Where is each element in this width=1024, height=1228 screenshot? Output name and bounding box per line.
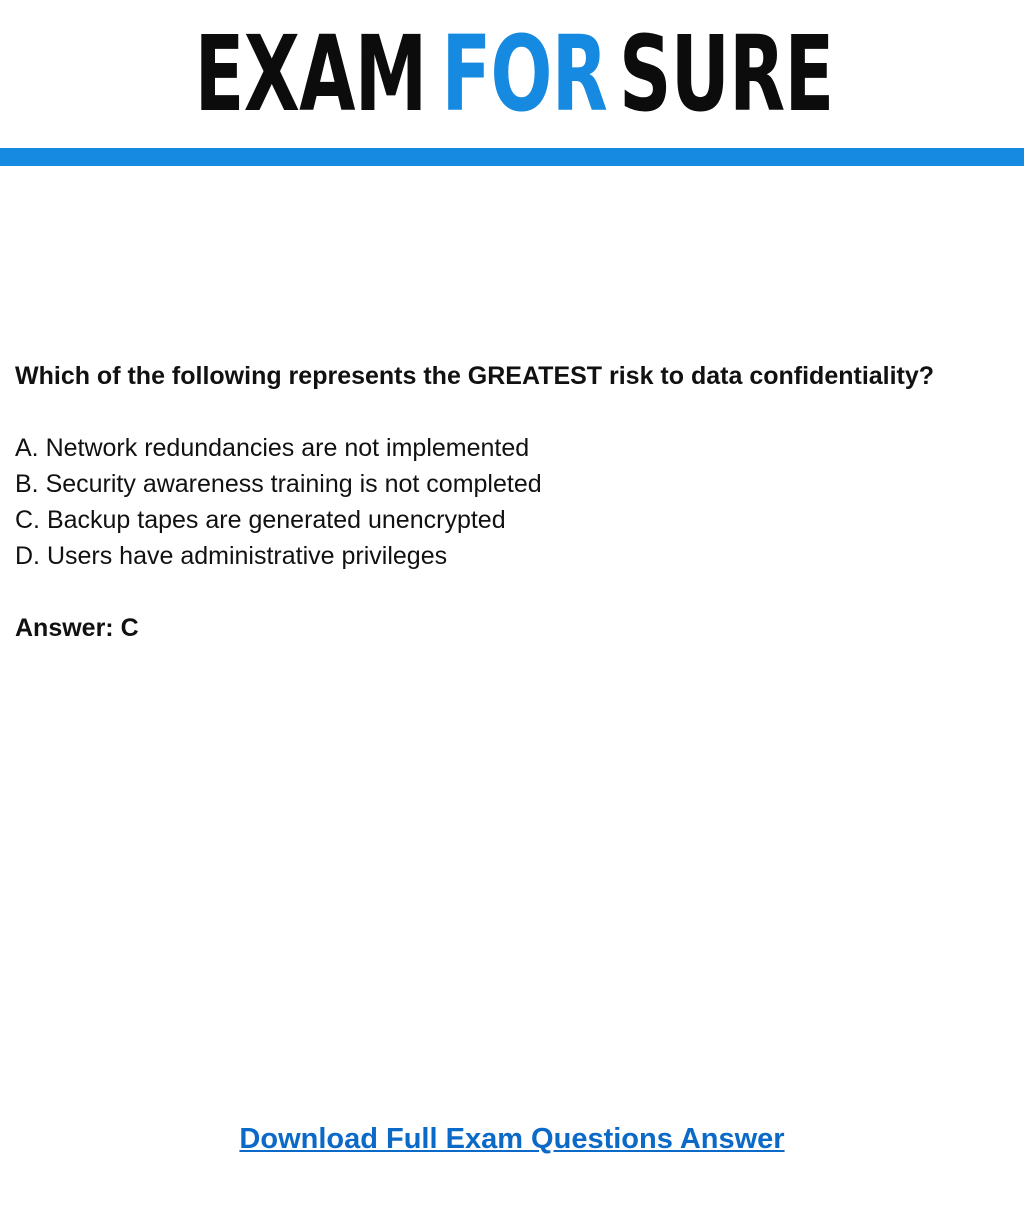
page-header — [0, 0, 1024, 148]
option-a: A. Network redundancies are not implemented — [15, 434, 530, 462]
logo-text-sure: SURE — [618, 13, 834, 135]
option-d: D. Users have administrative privileges — [15, 542, 448, 570]
answer-options-list — [15, 430, 1005, 574]
option-b: B. Security awareness training is not completed — [15, 470, 542, 498]
logo-text-exam: EXAM — [194, 13, 427, 135]
option-c: C. Backup tapes are generated unencrypted — [15, 506, 506, 534]
brand-logo — [0, 13, 1024, 135]
download-link[interactable]: Download Full Exam Questions Answer — [239, 1123, 785, 1155]
question-block — [15, 358, 1005, 646]
question-text: Which of the following represents the GREATEST risk to data confidentiality? — [15, 362, 935, 390]
header-divider-bar — [0, 148, 1024, 166]
logo-text-for: FOR — [441, 13, 608, 135]
answer-text: Answer: C — [15, 614, 139, 642]
footer — [0, 1120, 1024, 1158]
